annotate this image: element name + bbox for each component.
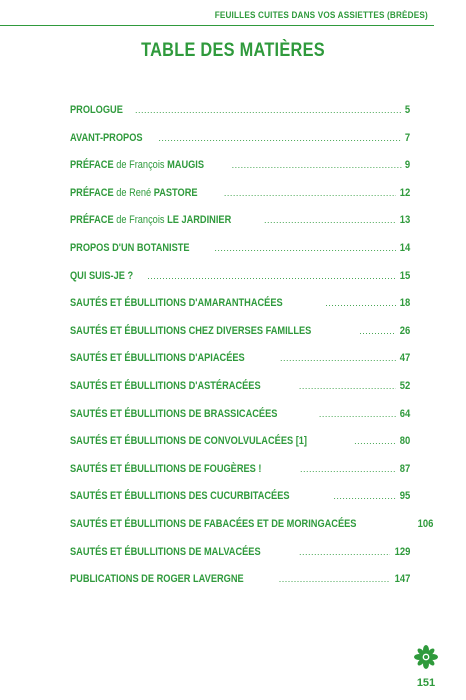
- toc-entry-title: PROLOGUE: [70, 104, 123, 116]
- toc-dot-leader: [300, 464, 396, 474]
- toc-entry: [70, 297, 410, 325]
- toc-dot-leader: [232, 160, 402, 170]
- toc-entry-label: [70, 214, 231, 226]
- toc-entry: [70, 546, 410, 574]
- toc-entry-page: 47: [399, 352, 410, 365]
- toc-entry-page: 7: [404, 131, 410, 144]
- toc-entry-page: 14: [399, 241, 410, 254]
- toc-entry-label: [70, 573, 244, 585]
- toc-entry-connector: de René: [113, 186, 154, 199]
- toc-entry-title: PRÉFACE: [70, 214, 114, 227]
- toc-entry-connector: de François: [113, 214, 168, 227]
- page-number: 151: [416, 677, 436, 689]
- toc-entry-page: 87: [399, 462, 410, 475]
- toc-entry: [70, 408, 410, 436]
- toc-entry-title: SAUTÉS ET ÉBULLITIONS DE MALVACÉES: [70, 545, 261, 558]
- toc-entry-label: [70, 518, 356, 530]
- toc-dot-leader: [299, 547, 390, 557]
- toc-entry-page: 106: [417, 517, 434, 530]
- toc-entry-page: 9: [404, 159, 410, 172]
- toc-entry-page: 147: [394, 573, 410, 586]
- green-flower-emblem-icon: [413, 644, 439, 670]
- toc-entry-title: SAUTÉS ET ÉBULLITIONS D'ASTÉRACÉES: [70, 379, 261, 392]
- toc-entry-title: SAUTÉS ET ÉBULLITIONS DE FOUGÈRES !: [70, 462, 262, 475]
- running-header: FEUILLES CUITES DANS VOS ASSIETTES (BRÈDES): [214, 10, 428, 21]
- toc-entry-page: 64: [399, 407, 410, 420]
- toc-entry-page: 18: [399, 297, 410, 310]
- toc-entry-page: 12: [399, 186, 410, 199]
- toc-dot-leader: [264, 215, 396, 225]
- toc-dot-leader: [224, 188, 396, 198]
- toc-entry-label: [70, 242, 190, 254]
- toc-entry-label: [70, 380, 261, 392]
- toc-entry-page: 5: [404, 104, 410, 116]
- toc-entry: [70, 380, 410, 408]
- toc-entry-label: [70, 546, 261, 558]
- toc-entry: [70, 517, 434, 546]
- toc-entry: [70, 214, 410, 242]
- page-title: TABLE DES MATIÈRES: [141, 40, 325, 61]
- toc-dot-leader: [299, 381, 396, 391]
- toc-entry-title: AVANT-PROPOS: [70, 131, 143, 144]
- toc-entry-label: [70, 104, 123, 116]
- toc-entry-label: [70, 352, 245, 364]
- toc-entry-label: [70, 463, 261, 475]
- toc-entry: [70, 325, 410, 353]
- toc-entry-author: PASTORE: [153, 186, 198, 199]
- toc-entry-title: QUI SUIS-JE ?: [70, 269, 134, 282]
- toc-entry: [70, 104, 410, 132]
- toc-entry-label: [70, 490, 290, 502]
- toc-entry-author: LE JARDINIER: [167, 214, 232, 227]
- toc-entry-title: SAUTÉS ET ÉBULLITIONS DE BRASSICACÉES: [70, 407, 278, 420]
- toc-dot-leader: [214, 243, 395, 253]
- toc-entry-page: 95: [399, 490, 410, 503]
- toc-entry-page: 26: [399, 324, 410, 337]
- toc-dot-leader: [135, 105, 402, 115]
- toc-entry: [70, 573, 410, 601]
- toc-entry-connector: de François: [113, 159, 168, 172]
- toc-entry-label: [70, 187, 198, 199]
- toc-entry-title: PRÉFACE: [70, 159, 114, 172]
- toc-entry: [70, 352, 410, 380]
- toc-entry-page: 13: [399, 214, 410, 227]
- toc-entry-author: MAUGIS: [167, 159, 205, 172]
- toc-entry-page: 52: [399, 379, 410, 392]
- toc-entry-title: SAUTÉS ET ÉBULLITIONS DE CONVOLVULACÉES [1]: [70, 435, 308, 448]
- toc-entry-page: 80: [399, 435, 410, 448]
- toc-entry-title: SAUTÉS ET ÉBULLITIONS DE FABACÉES ET DE MORINGACÉES: [70, 517, 357, 530]
- toc-entry-label: [70, 435, 307, 447]
- toc-entry-title: PROPOS D'UN BOTANISTE: [70, 241, 190, 254]
- toc-entry-title: SAUTÉS ET ÉBULLITIONS D'AMARANTHACÉES: [70, 297, 283, 310]
- toc-dot-leader: [280, 353, 396, 363]
- toc-entry: [70, 242, 410, 270]
- toc-dot-leader: [354, 436, 396, 446]
- toc-dot-leader: [279, 574, 390, 584]
- toc-entry: [70, 490, 410, 518]
- toc-dot-leader: [359, 326, 396, 336]
- toc-entry: [70, 187, 410, 215]
- toc-entry-title: SAUTÉS ET ÉBULLITIONS CHEZ DIVERSES FAMILLES: [70, 324, 312, 337]
- toc-entry-label: [70, 325, 311, 337]
- toc-entry: [70, 435, 410, 463]
- toc-dot-leader: [325, 298, 396, 308]
- toc-dot-leader: [319, 409, 396, 419]
- toc-dot-leader: [147, 271, 396, 281]
- toc-entry: [70, 270, 410, 298]
- toc-entry: [70, 159, 410, 187]
- toc-entry-label: [70, 132, 143, 144]
- toc-entry: [70, 132, 410, 160]
- toc-dot-leader: [158, 133, 401, 143]
- toc-entry-title: SAUTÉS ET ÉBULLITIONS D'APIACÉES: [70, 352, 245, 365]
- toc-entry-label: [70, 408, 277, 420]
- toc-entry-label: [70, 159, 204, 171]
- toc-entry-title: PRÉFACE: [70, 186, 114, 199]
- toc-entry-page: 129: [394, 545, 410, 558]
- table-of-contents: [70, 104, 434, 601]
- toc-entry: [70, 463, 410, 491]
- toc-entry-title: PUBLICATIONS DE ROGER LAVERGNE: [70, 573, 244, 586]
- toc-dot-leader: [333, 491, 395, 501]
- toc-entry-title: SAUTÉS ET ÉBULLITIONS DES CUCURBITACÉES: [70, 490, 290, 503]
- toc-entry-page: 15: [399, 269, 410, 282]
- toc-entry-label: [70, 297, 283, 309]
- header-rule: [0, 25, 434, 26]
- toc-entry-label: [70, 270, 133, 282]
